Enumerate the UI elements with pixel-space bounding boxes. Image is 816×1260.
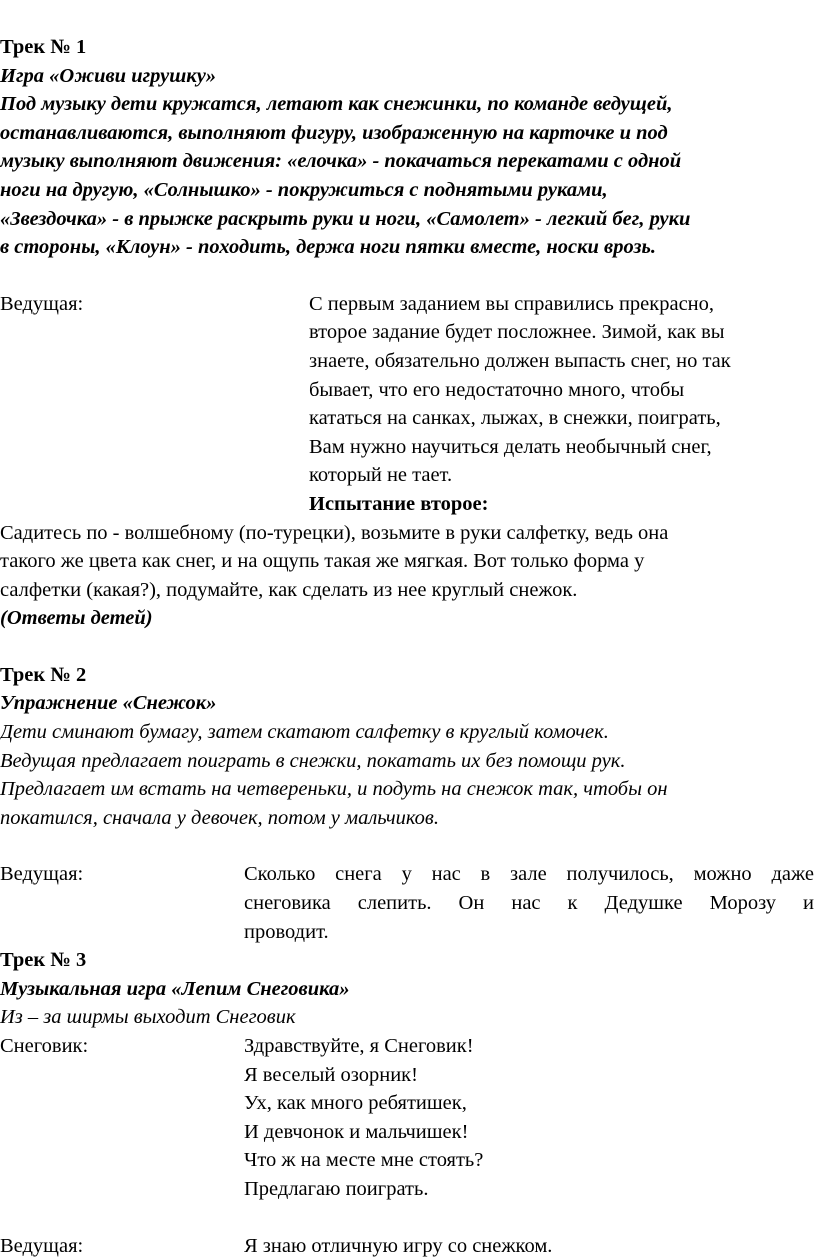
text-line: Предлагаю поиграть. [244,1177,429,1200]
text-line: Здравствуйте, я Снеговик! [244,1035,474,1057]
speech-text [309,290,816,519]
track-3-game-title: Музыкальная игра «Лепим Снеговика» [0,977,350,1000]
speaker-label: Ведущая: [0,292,84,315]
text-line: который не тает. [309,464,453,487]
speaker-label: Ведущая: [0,863,84,886]
text-line: Садитесь по - волшебному (по-турецки), возьмите в руки салфетку, ведь она [0,521,669,544]
text-line: Ведущая предлагает поиграть в снежки, покатать их без помощи рук. [0,749,626,772]
text-line: «Звездочка» - в прыжке раскрыть руки и ноги, «Самолет» - легкий бег, руки [0,207,691,230]
text-line: проводит. [244,920,329,943]
speaker-label: Снеговик: [0,1035,89,1057]
text-line: кататься на санках, лыжах, в снежки, поиграть, [309,407,721,430]
speaker-label: Ведущая: [0,1234,84,1257]
children-answers-note: (Ответы детей) [0,607,153,630]
spacer [0,633,816,661]
track-2-title: Трек № 2 [0,663,87,686]
track-1-description [0,90,816,262]
text-line: Что ж на месте мне стоять? [244,1149,484,1172]
text-line: Предлагает им встать на четвереньки, и подуть на снежок так, чтобы он [0,778,668,801]
trial-heading: Испытание второе: [309,492,489,515]
track-1-game-title: Игра «Оживи игрушку» [0,64,217,87]
spacer [0,262,816,290]
speech-text [244,1032,816,1204]
text-line: Вам нужно научиться делать необычный снег, [309,435,712,458]
text-line: второе задание будет посложнее. Зимой, как вы [309,321,725,344]
speech-text [244,860,816,946]
spacer [0,1204,816,1232]
track-2-description [0,718,816,832]
speech-text: Я знаю отличную игру со снежком. [244,1234,553,1257]
text-line: салфетки (какая?), подумайте, как сделать из нее круглый снежок. [0,578,578,601]
text-line: бывает, что его недостаточно много, чтобы [309,378,685,401]
text-line: останавливаются, выполняют фигуру, изображенную на карточке и под [0,121,668,144]
dialog-1 [0,290,816,519]
track-3-title: Трек № 3 [0,949,87,972]
text-line: Сколько снега у нас в зале получилось, можно даже [244,863,814,886]
text-line: Под музыку дети кружатся, летают как снежинки, по команде ведущей, [0,93,673,116]
text-line: Ух, как много ребятишек, [244,1092,467,1115]
text-line: С первым заданием вы справились прекрасно, [309,292,715,315]
text-line: И девчонок и мальчишек! [244,1120,469,1143]
dialog-3 [0,1232,816,1260]
track-1-title: Трек № 1 [0,36,87,58]
spacer [0,832,816,860]
text-line: знаете, обязательно должен выпасть снег, но так [309,349,731,372]
stage-direction: Из – за ширмы выходит Снеговик [0,1006,296,1029]
text-line: музыку выполняют движения: «елочка» - покачаться перекатами с одной [0,150,682,173]
text-line: Я веселый озорник! [244,1063,418,1086]
track-2-exercise-title: Упражнение «Снежок» [0,692,217,715]
text-line: покатился, сначала у девочек, потом у мальчиков. [0,806,439,829]
text-line: ноги на другую, «Солнышко» - покружиться с поднятыми руками, [0,178,608,201]
text-line: такого же цвета как снег, и на ощупь такая же мягкая. Вот только форма у [0,550,645,573]
text-line: в стороны, «Клоун» - походить, держа ноги пятки вместе, носки врозь. [0,236,656,259]
snowman-speech [0,1032,816,1204]
instruction-text [0,519,816,605]
document-page [0,33,816,1260]
text-line: Дети сминают бумагу, затем скатают салфетку в круглый комочек. [0,721,609,744]
text-line: снеговика слепить. Он нас к Дедушке Морозу и [244,892,814,915]
dialog-2 [0,860,816,946]
